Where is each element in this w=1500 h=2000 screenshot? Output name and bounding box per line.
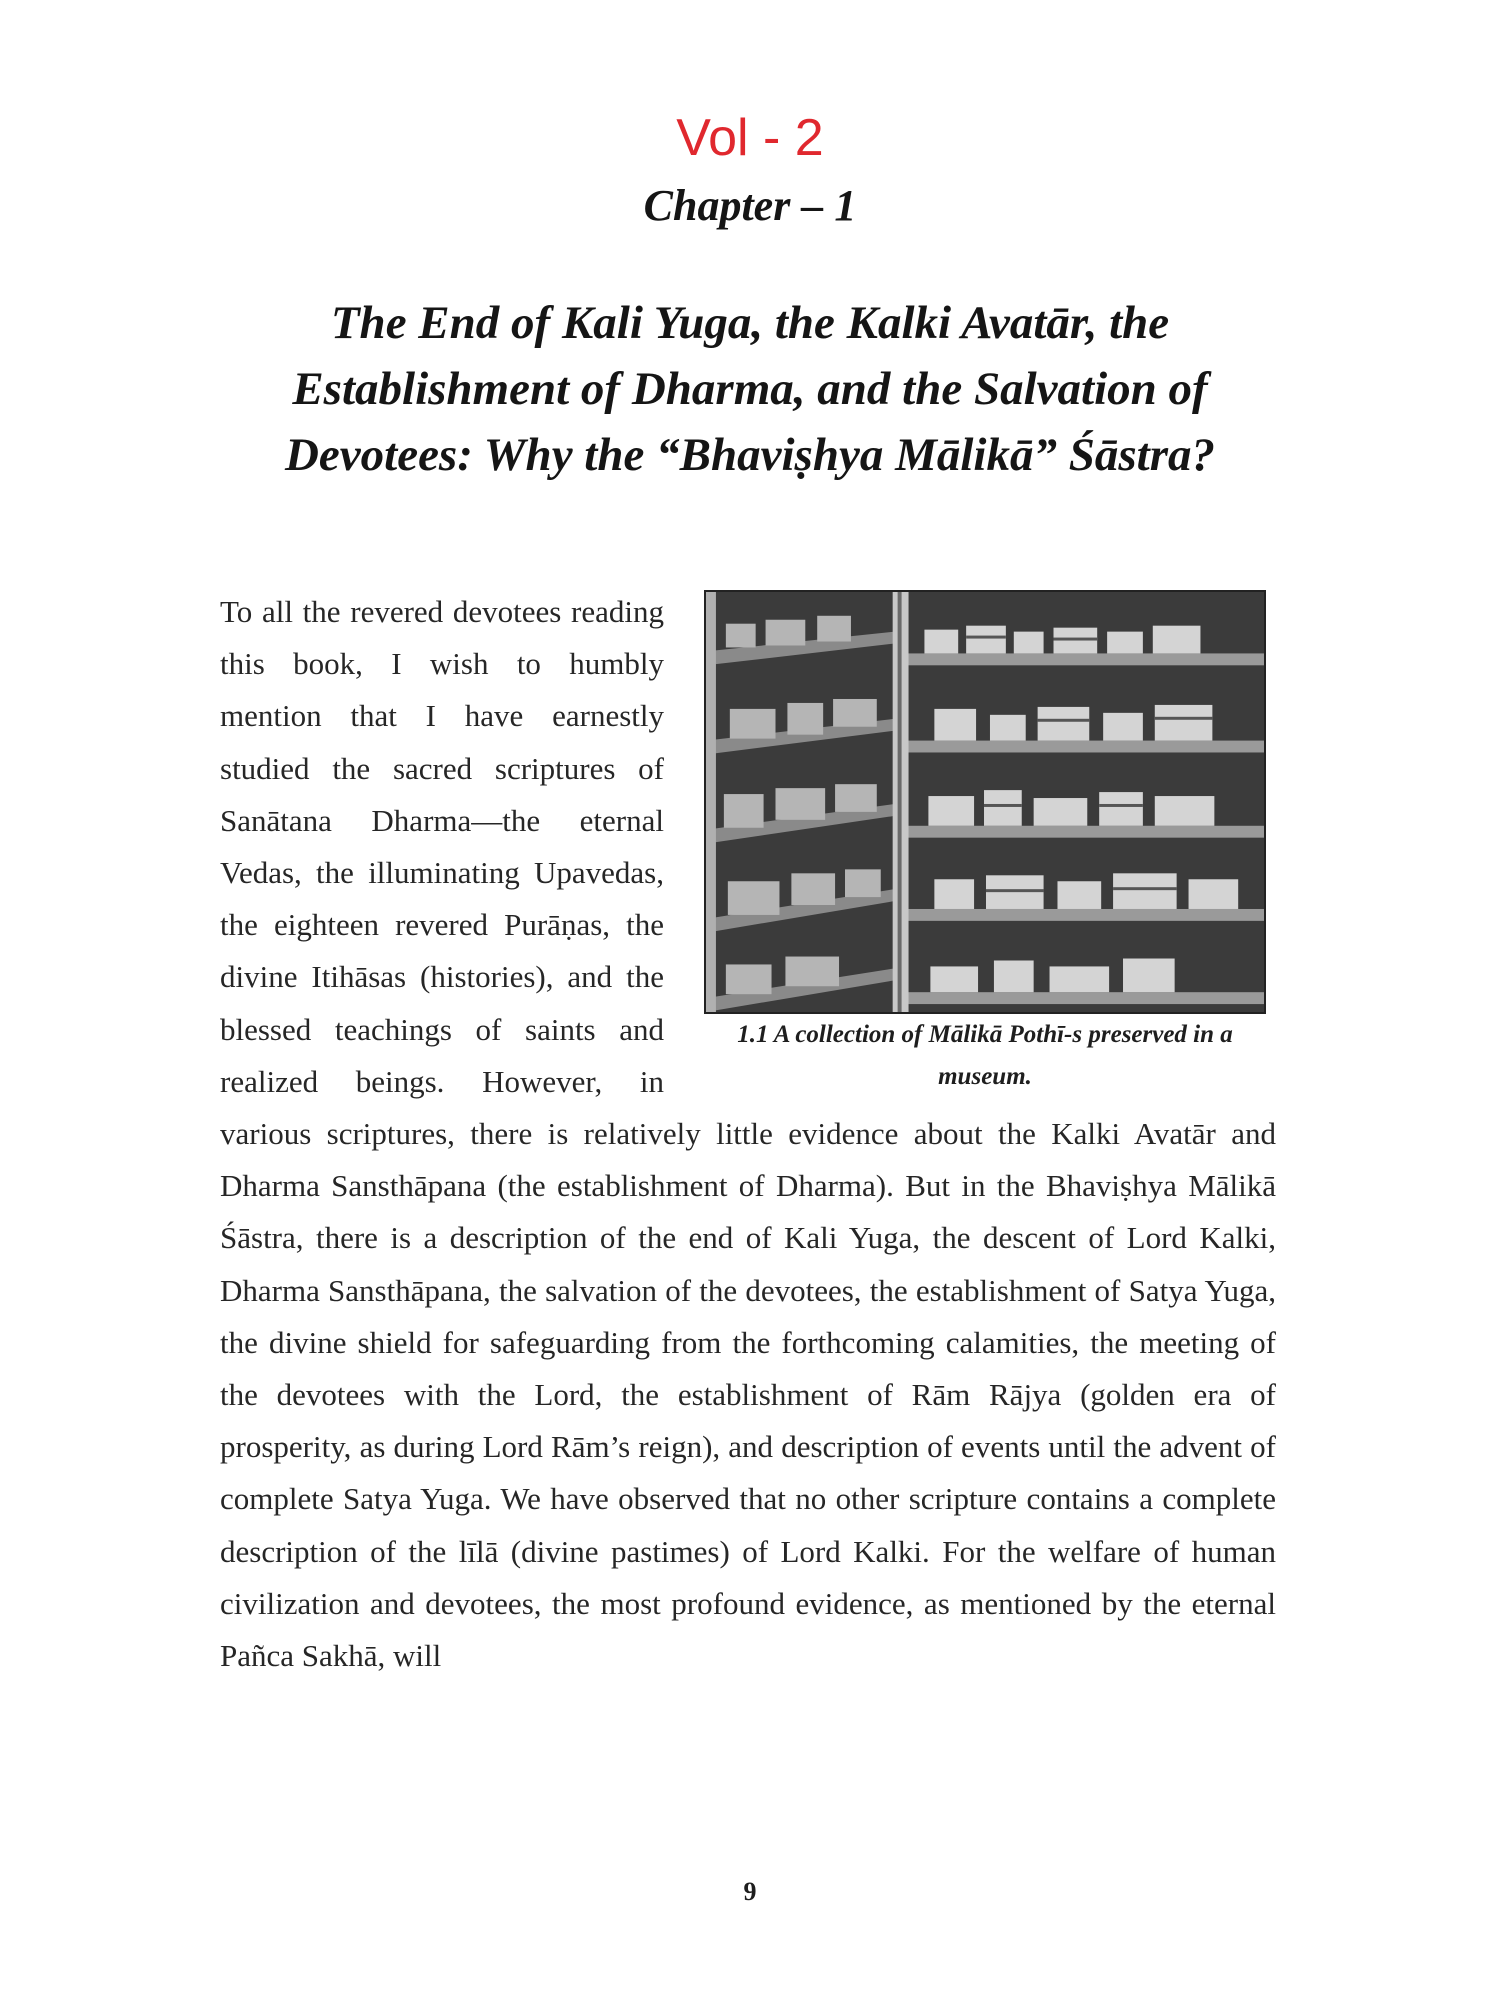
figure xyxy=(694,590,1276,1098)
body-text-block xyxy=(220,586,1276,1682)
page-number: 9 xyxy=(743,1877,757,1906)
body-paragraph: To all the revered devotees reading this book, I wish to humbly mention that I have earnestly studied the sacred scriptures of Sanātana Dharma—the eternal Vedas, the illuminating Upavedas, the eighteen revered Purāṇas, the divine Itihāsas (histories), and the blessed teachings of saints and realized beings. However, in various scriptures, there is relatively little evidence about the Kalki Avatār and Dharma Sansthāpana (the establishment of Dharma). But in the Bhaviṣhya Mālikā Śāstra, there is a description of the end of Kali Yuga, the descent of Lord Kalki, Dharma Sansthāpana, the salvation of the devotees, the establishment of Satya Yuga, the divine shield for safeguarding from the forthcoming calamities, the meeting of the devotees with the Lord, the establishment of Rām Rājya (golden era of prosperity, as during Lord Rām’s reign), and description of events until the advent of complete Satya Yuga. We have observed that no other scripture contains a complete description of the līlā (divine pastimes) of Lord Kalki. For the welfare of human civilization and devotees, the most profound evidence, as mentioned by the eternal Pañca Sakhā, will xyxy=(220,594,1276,1674)
chapter-title: The End of Kali Yuga, the Kalki Avatār, the Establishment of Dharma, and the Salvation of Devotees: Why the “Bhaviṣhya Mālikā” Śāstra? xyxy=(284,297,1216,481)
volume-label: Vol - 2 xyxy=(676,109,824,167)
chapter-heading: Chapter – 1 xyxy=(643,181,857,230)
figure-caption: 1.1 A collection of Mālikā Pothī-s preserved in a museum. xyxy=(737,1021,1233,1090)
museum-shelves-photo xyxy=(704,590,1266,1014)
